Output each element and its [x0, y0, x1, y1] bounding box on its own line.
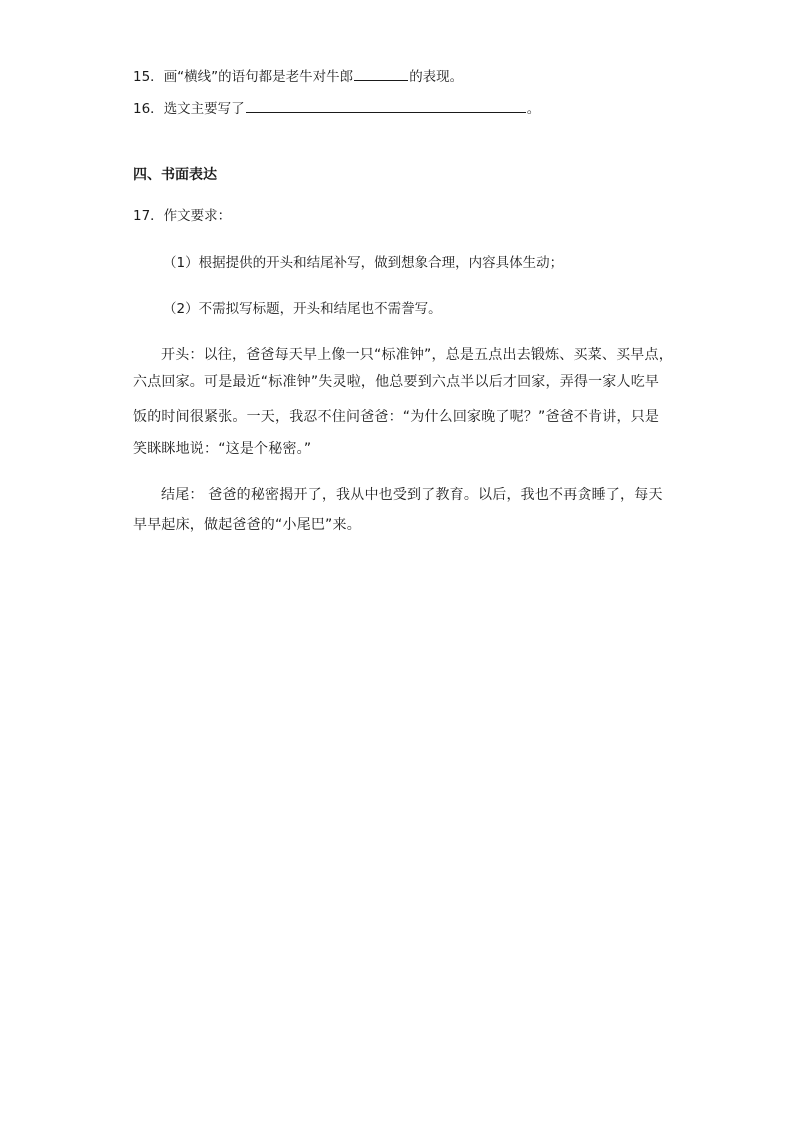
- answer-blank-16[interactable]: [246, 98, 526, 113]
- requirement-1: （1）根据提供的开头和结尾补写，做到想象合理，内容具体生动；: [163, 255, 564, 271]
- question-16-text: 选文主要写了: [163, 101, 245, 117]
- question-17-title: 17．作文要求：: [133, 208, 232, 224]
- opening-line-2: 六点回家。可是最近“标准钟”失灵啦，他总要到六点半以后才回家，弄得一家人吃早: [133, 374, 660, 390]
- question-15-suffix: 的表现。: [409, 69, 464, 85]
- question-15-text: 画“横线”的语句都是老牛对牛郎: [163, 69, 354, 85]
- answer-blank-15[interactable]: [354, 66, 408, 81]
- ending-line-2: 早早起床，做起爸爸的“小尾巴”来。: [133, 517, 361, 533]
- opening-line-1: 开头：以往，爸爸每天早上像一只“标准钟”，总是五点出去锻炼、买菜、买早点，: [161, 347, 673, 363]
- opening-line-4: 笑眯眯地说：“这是个秘密。”: [133, 441, 312, 457]
- question-15-number: 15．: [133, 69, 164, 85]
- section-heading: 四、书面表达: [133, 167, 217, 183]
- question-16-number: 16．: [133, 101, 164, 117]
- question-16-suffix: 。: [526, 101, 541, 117]
- requirement-2: （2）不需拟写标题，开头和结尾也不需誊写。: [163, 301, 442, 317]
- ending-line-1: 结尾： 爸爸的秘密揭开了，我从中也受到了教育。以后，我也不再贪睡了，每天: [161, 487, 663, 503]
- question-15: [133, 66, 463, 87]
- question-16: [133, 98, 540, 119]
- opening-line-3: 饭的时间很紧张。一天，我忍不住问爸爸：“为什么回家晚了呢？”爸爸不肯讲，只是: [133, 409, 660, 425]
